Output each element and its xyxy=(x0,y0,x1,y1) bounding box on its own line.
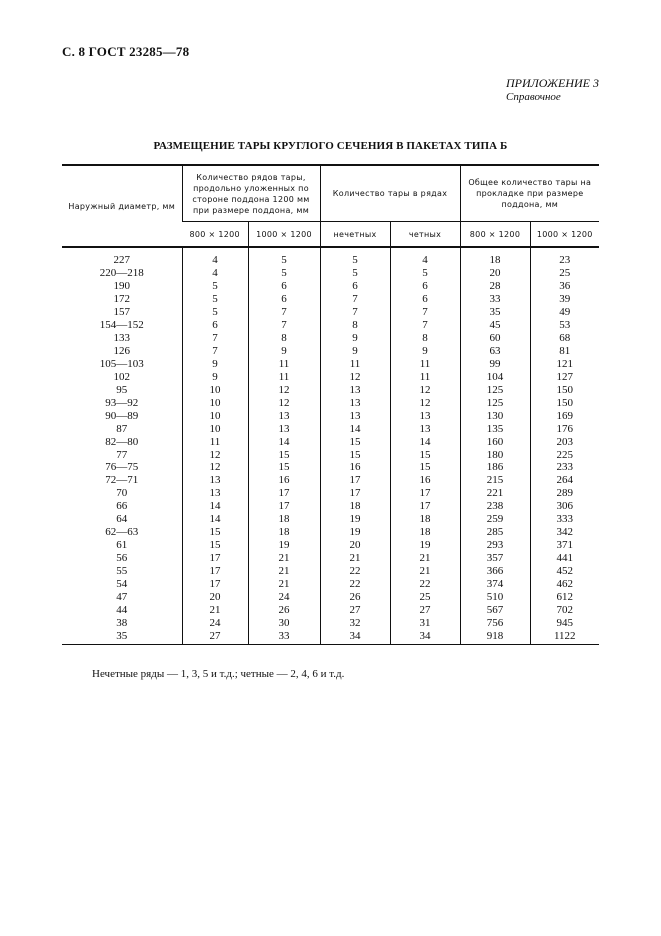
cell-diameter: 55 xyxy=(116,564,128,577)
cell-rows-800: 15 xyxy=(182,526,248,539)
cell-total-1000: 68 xyxy=(530,332,599,345)
cell-rows-800: 14 xyxy=(182,513,248,526)
cell-rows-1000: 18 xyxy=(248,513,320,526)
header-diameter: Наружный диаметр, мм xyxy=(62,165,182,247)
table-row xyxy=(62,370,599,383)
cell-total-800: 18 xyxy=(460,247,530,267)
cell-total-800: 130 xyxy=(460,409,530,422)
cell-rows-1000: 17 xyxy=(248,487,320,500)
cell-rows-1000: 5 xyxy=(248,267,320,280)
cell-total-800: 238 xyxy=(460,500,530,513)
cell-rows-800: 4 xyxy=(182,267,248,280)
table-row xyxy=(62,306,599,319)
cell-even: 6 xyxy=(390,293,460,306)
cell-diameter: 157 xyxy=(113,306,130,319)
table-row xyxy=(62,461,599,474)
cell-even: 9 xyxy=(390,345,460,358)
cell-diameter: 105—103 xyxy=(99,357,144,370)
cell-diameter: 66 xyxy=(116,500,128,513)
cell-even: 5 xyxy=(390,267,460,280)
cell-total-800: 357 xyxy=(460,552,530,565)
cell-rows-800: 5 xyxy=(182,293,248,306)
header-rows-along: Количество рядов тары, продольно уложенных по стороне поддона 1200 мм при размере поддона, мм xyxy=(182,165,320,222)
table-row xyxy=(62,629,599,644)
cell-even: 11 xyxy=(390,370,460,383)
appendix-note: Справочное xyxy=(506,91,561,103)
data-table xyxy=(62,164,599,645)
cell-rows-1000: 30 xyxy=(248,616,320,629)
cell-odd: 5 xyxy=(320,247,390,267)
cell-diameter: 44 xyxy=(116,603,128,616)
cell-rows-1000: 15 xyxy=(248,448,320,461)
cell-rows-800: 5 xyxy=(182,280,248,293)
cell-total-1000: 1122 xyxy=(530,629,599,644)
cell-total-1000: 702 xyxy=(530,603,599,616)
cell-rows-800: 11 xyxy=(182,435,248,448)
cell-odd: 17 xyxy=(320,474,390,487)
cell-rows-800: 15 xyxy=(182,539,248,552)
cell-even: 17 xyxy=(390,487,460,500)
cell-odd: 12 xyxy=(320,370,390,383)
table-row xyxy=(62,247,599,267)
cell-diameter: 70 xyxy=(116,487,128,500)
cell-rows-1000: 21 xyxy=(248,552,320,565)
cell-total-800: 186 xyxy=(460,461,530,474)
cell-rows-800: 10 xyxy=(182,396,248,409)
cell-rows-1000: 12 xyxy=(248,396,320,409)
cell-odd: 26 xyxy=(320,590,390,603)
cell-rows-800: 14 xyxy=(182,500,248,513)
subheader-rows-1000: 1000 × 1200 xyxy=(248,222,320,248)
cell-total-800: 374 xyxy=(460,577,530,590)
cell-even: 13 xyxy=(390,409,460,422)
cell-total-800: 567 xyxy=(460,603,530,616)
cell-total-800: 33 xyxy=(460,293,530,306)
cell-odd: 19 xyxy=(320,513,390,526)
cell-rows-1000: 14 xyxy=(248,435,320,448)
cell-diameter: 133 xyxy=(113,332,130,345)
table-row xyxy=(62,345,599,358)
cell-odd: 18 xyxy=(320,500,390,513)
cell-rows-1000: 18 xyxy=(248,526,320,539)
cell-total-1000: 264 xyxy=(530,474,599,487)
cell-rows-1000: 17 xyxy=(248,500,320,513)
cell-total-1000: 342 xyxy=(530,526,599,539)
table-row xyxy=(62,383,599,396)
cell-total-800: 99 xyxy=(460,358,530,371)
cell-total-800: 160 xyxy=(460,435,530,448)
subheader-odd: нечетных xyxy=(320,222,390,248)
cell-odd: 13 xyxy=(320,396,390,409)
cell-rows-1000: 9 xyxy=(248,345,320,358)
cell-rows-800: 9 xyxy=(182,358,248,371)
table-row xyxy=(62,565,599,578)
cell-diameter: 95 xyxy=(116,383,128,396)
cell-rows-800: 10 xyxy=(182,422,248,435)
cell-even: 14 xyxy=(390,435,460,448)
cell-odd: 7 xyxy=(320,306,390,319)
cell-odd: 15 xyxy=(320,435,390,448)
header-in-rows: Количество тары в рядах xyxy=(320,165,460,222)
cell-total-1000: 39 xyxy=(530,293,599,306)
cell-diameter: 154—152 xyxy=(99,319,144,332)
table-row xyxy=(62,332,599,345)
cell-total-1000: 306 xyxy=(530,500,599,513)
table-row xyxy=(62,448,599,461)
cell-odd: 22 xyxy=(320,565,390,578)
cell-rows-1000: 8 xyxy=(248,332,320,345)
cell-rows-1000: 33 xyxy=(248,629,320,644)
cell-total-800: 285 xyxy=(460,526,530,539)
cell-diameter: 47 xyxy=(116,590,128,603)
cell-total-1000: 333 xyxy=(530,513,599,526)
cell-odd: 27 xyxy=(320,603,390,616)
cell-rows-1000: 5 xyxy=(248,247,320,267)
cell-rows-800: 24 xyxy=(182,616,248,629)
cell-rows-800: 17 xyxy=(182,577,248,590)
cell-odd: 9 xyxy=(320,332,390,345)
table-row xyxy=(62,487,599,500)
cell-total-1000: 127 xyxy=(530,370,599,383)
cell-rows-800: 9 xyxy=(182,370,248,383)
cell-even: 19 xyxy=(390,539,460,552)
cell-even: 7 xyxy=(390,306,460,319)
cell-total-800: 215 xyxy=(460,474,530,487)
cell-total-1000: 121 xyxy=(530,358,599,371)
cell-total-800: 125 xyxy=(460,383,530,396)
appendix-label-block xyxy=(506,76,599,104)
cell-total-800: 756 xyxy=(460,616,530,629)
cell-total-800: 28 xyxy=(460,280,530,293)
cell-total-1000: 49 xyxy=(530,306,599,319)
cell-odd: 14 xyxy=(320,422,390,435)
cell-odd: 9 xyxy=(320,345,390,358)
cell-total-1000: 81 xyxy=(530,345,599,358)
cell-rows-800: 20 xyxy=(182,590,248,603)
cell-even: 25 xyxy=(390,590,460,603)
table-title: РАЗМЕЩЕНИЕ ТАРЫ КРУГЛОГО СЕЧЕНИЯ В ПАКЕТАХ ТИПА Б xyxy=(153,140,508,152)
cell-diameter: 227 xyxy=(113,254,130,267)
table-row xyxy=(62,539,599,552)
cell-rows-800: 10 xyxy=(182,383,248,396)
cell-even: 13 xyxy=(390,422,460,435)
cell-odd: 19 xyxy=(320,526,390,539)
cell-rows-1000: 26 xyxy=(248,603,320,616)
table-row xyxy=(62,267,599,280)
cell-rows-1000: 6 xyxy=(248,280,320,293)
cell-total-800: 293 xyxy=(460,539,530,552)
table-row xyxy=(62,409,599,422)
cell-odd: 7 xyxy=(320,293,390,306)
cell-diameter: 126 xyxy=(113,345,130,358)
page-header: С. 8 ГОСТ 23285—78 xyxy=(62,44,190,59)
cell-rows-1000: 21 xyxy=(248,565,320,578)
cell-diameter: 35 xyxy=(62,629,182,644)
header-total: Общее количество тары на прокладке при размере поддона, мм xyxy=(460,165,599,222)
cell-even: 11 xyxy=(390,358,460,371)
cell-rows-1000: 24 xyxy=(248,590,320,603)
subheader-total-800: 800 × 1200 xyxy=(460,222,530,248)
cell-total-1000: 612 xyxy=(530,590,599,603)
subheader-total-1000: 1000 × 1200 xyxy=(530,222,599,248)
cell-rows-800: 4 xyxy=(182,247,248,267)
cell-diameter: 220—218 xyxy=(99,267,144,280)
cell-rows-1000: 7 xyxy=(248,319,320,332)
cell-total-800: 221 xyxy=(460,487,530,500)
cell-even: 12 xyxy=(390,383,460,396)
cell-rows-800: 13 xyxy=(182,487,248,500)
table-row xyxy=(62,500,599,513)
cell-rows-1000: 12 xyxy=(248,383,320,396)
cell-total-1000: 53 xyxy=(530,319,599,332)
cell-diameter: 90—89 xyxy=(105,409,139,422)
cell-diameter: 82—80 xyxy=(105,435,139,448)
cell-odd: 8 xyxy=(320,319,390,332)
cell-odd: 11 xyxy=(320,358,390,371)
cell-total-800: 180 xyxy=(460,448,530,461)
cell-rows-1000: 21 xyxy=(248,577,320,590)
cell-even: 7 xyxy=(390,319,460,332)
table-row xyxy=(62,319,599,332)
subheader-even: четных xyxy=(390,222,460,248)
cell-even: 16 xyxy=(390,474,460,487)
cell-total-800: 35 xyxy=(460,306,530,319)
cell-even: 15 xyxy=(390,461,460,474)
cell-diameter: 72—71 xyxy=(105,474,139,487)
cell-rows-800: 17 xyxy=(182,565,248,578)
cell-diameter: 61 xyxy=(116,539,128,552)
table-row xyxy=(62,280,599,293)
cell-diameter: 64 xyxy=(116,513,128,526)
cell-odd: 21 xyxy=(320,552,390,565)
cell-rows-800: 13 xyxy=(182,474,248,487)
cell-diameter: 190 xyxy=(113,280,130,293)
cell-rows-1000: 7 xyxy=(248,306,320,319)
cell-even: 27 xyxy=(390,603,460,616)
cell-diameter: 54 xyxy=(116,577,128,590)
table-row xyxy=(62,552,599,565)
cell-rows-1000: 6 xyxy=(248,293,320,306)
cell-rows-800: 7 xyxy=(182,345,248,358)
cell-total-800: 259 xyxy=(460,513,530,526)
table-row xyxy=(62,590,599,603)
cell-diameter: 62—63 xyxy=(105,526,139,539)
cell-rows-800: 21 xyxy=(182,603,248,616)
cell-even: 21 xyxy=(390,565,460,578)
cell-total-1000: 452 xyxy=(530,565,599,578)
cell-odd: 15 xyxy=(320,448,390,461)
appendix-label: ПРИЛОЖЕНИЕ 3 xyxy=(506,76,599,90)
subheader-rows-800: 800 × 1200 xyxy=(182,222,248,248)
cell-total-800: 45 xyxy=(460,319,530,332)
table-row xyxy=(62,293,599,306)
cell-total-1000: 945 xyxy=(530,616,599,629)
cell-total-1000: 441 xyxy=(530,552,599,565)
cell-even: 21 xyxy=(390,552,460,565)
cell-rows-1000: 11 xyxy=(248,370,320,383)
cell-even: 31 xyxy=(390,616,460,629)
table-row xyxy=(62,474,599,487)
cell-total-1000: 225 xyxy=(530,448,599,461)
cell-rows-1000: 15 xyxy=(248,461,320,474)
cell-even: 17 xyxy=(390,500,460,513)
table-row xyxy=(62,358,599,371)
cell-total-1000: 203 xyxy=(530,435,599,448)
cell-rows-800: 7 xyxy=(182,332,248,345)
cell-odd: 5 xyxy=(320,267,390,280)
cell-rows-1000: 13 xyxy=(248,409,320,422)
cell-total-800: 60 xyxy=(460,332,530,345)
cell-odd: 32 xyxy=(320,616,390,629)
cell-diameter: 102 xyxy=(113,370,130,383)
cell-total-1000: 371 xyxy=(530,539,599,552)
cell-odd: 13 xyxy=(320,383,390,396)
cell-even: 8 xyxy=(390,332,460,345)
cell-rows-1000: 19 xyxy=(248,539,320,552)
cell-rows-1000: 16 xyxy=(248,474,320,487)
cell-diameter: 76—75 xyxy=(105,461,139,474)
cell-even: 12 xyxy=(390,396,460,409)
cell-odd: 6 xyxy=(320,280,390,293)
cell-even: 22 xyxy=(390,577,460,590)
cell-even: 15 xyxy=(390,448,460,461)
table-row xyxy=(62,616,599,629)
cell-total-1000: 150 xyxy=(530,396,599,409)
cell-total-800: 510 xyxy=(460,590,530,603)
cell-rows-800: 6 xyxy=(182,319,248,332)
footnote: Нечетные ряды — 1, 3, 5 и т.д.; четные — 2, 4, 6 и т.д. xyxy=(92,668,345,680)
cell-rows-800: 12 xyxy=(182,461,248,474)
cell-rows-800: 5 xyxy=(182,306,248,319)
table-header-row xyxy=(62,165,599,222)
cell-diameter: 77 xyxy=(116,448,128,461)
cell-even: 4 xyxy=(390,247,460,267)
cell-odd: 17 xyxy=(320,487,390,500)
cell-rows-800: 12 xyxy=(182,448,248,461)
cell-total-800: 135 xyxy=(460,422,530,435)
cell-total-1000: 25 xyxy=(530,267,599,280)
cell-total-1000: 462 xyxy=(530,577,599,590)
table-row xyxy=(62,577,599,590)
cell-odd: 20 xyxy=(320,539,390,552)
cell-rows-800: 10 xyxy=(182,409,248,422)
cell-odd: 13 xyxy=(320,409,390,422)
cell-total-1000: 150 xyxy=(530,383,599,396)
cell-odd: 16 xyxy=(320,461,390,474)
table-row xyxy=(62,513,599,526)
cell-total-800: 20 xyxy=(460,267,530,280)
cell-diameter: 87 xyxy=(116,422,128,435)
cell-even: 18 xyxy=(390,526,460,539)
cell-total-1000: 289 xyxy=(530,487,599,500)
cell-odd: 34 xyxy=(320,629,390,644)
cell-total-1000: 169 xyxy=(530,409,599,422)
cell-rows-800: 27 xyxy=(182,629,248,644)
cell-total-1000: 23 xyxy=(530,247,599,267)
cell-diameter: 38 xyxy=(116,616,128,629)
cell-total-800: 63 xyxy=(460,345,530,358)
cell-rows-1000: 11 xyxy=(248,358,320,371)
cell-rows-800: 17 xyxy=(182,552,248,565)
table-row xyxy=(62,603,599,616)
cell-even: 34 xyxy=(390,629,460,644)
cell-diameter: 93—92 xyxy=(105,396,139,409)
cell-total-800: 366 xyxy=(460,565,530,578)
cell-total-800: 125 xyxy=(460,396,530,409)
cell-total-1000: 233 xyxy=(530,461,599,474)
table-body xyxy=(62,247,599,645)
cell-rows-1000: 13 xyxy=(248,422,320,435)
cell-total-800: 918 xyxy=(460,629,530,644)
table-row xyxy=(62,396,599,409)
table-row xyxy=(62,422,599,435)
cell-even: 18 xyxy=(390,513,460,526)
cell-diameter: 172 xyxy=(113,293,130,306)
cell-total-1000: 36 xyxy=(530,280,599,293)
cell-even: 6 xyxy=(390,280,460,293)
cell-total-1000: 176 xyxy=(530,422,599,435)
cell-odd: 22 xyxy=(320,577,390,590)
table-row xyxy=(62,435,599,448)
cell-total-800: 104 xyxy=(460,370,530,383)
table-row xyxy=(62,526,599,539)
cell-diameter: 56 xyxy=(116,552,128,565)
